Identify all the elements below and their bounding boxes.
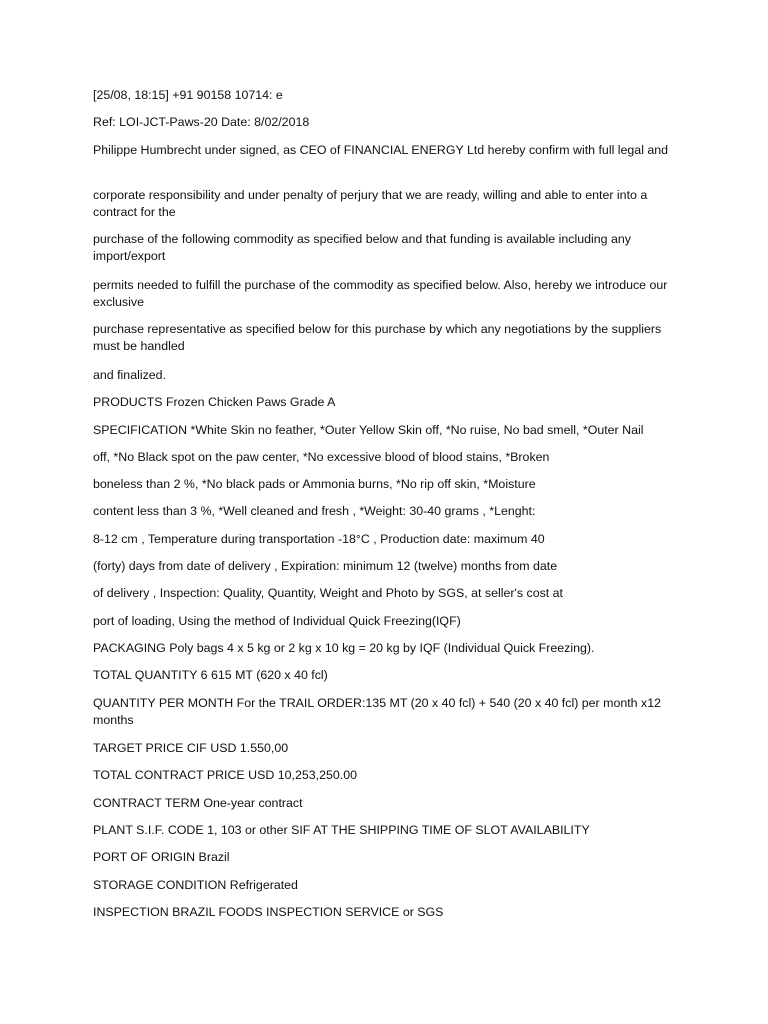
specification-line-8: port of loading, Using the method of Individual Quick Freezing(IQF) [93, 614, 461, 628]
products-line: PRODUCTS Frozen Chicken Paws Grade A [93, 395, 336, 409]
specification-line-4: content less than 3 %, *Well cleaned and fresh , *Weight: 30-40 grams , *Lenght: [93, 504, 536, 518]
plant-code-line: PLANT S.I.F. CODE 1, 103 or other SIF AT THE SHIPPING TIME OF SLOT AVAILABILITY [93, 823, 590, 837]
intro-paragraph-3: purchase of the following commodity as specified below and that funding is available including any import/export [93, 232, 631, 263]
specification-line-5: 8-12 cm , Temperature during transportation -18°C , Production date: maximum 40 [93, 532, 545, 546]
target-price-line: TARGET PRICE CIF USD 1.550,00 [93, 741, 289, 755]
packaging-line: PACKAGING Poly bags 4 x 5 kg or 2 kg x 10 kg = 20 kg by IQF (Individual Quick Freezing). [93, 641, 595, 655]
specification-line-2: off, *No Black spot on the paw center, *No excessive blood of blood stains, *Broken [93, 450, 550, 464]
intro-paragraph-2: corporate responsibility and under penalty of perjury that we are ready, willing and able to enter into a contract for the [93, 188, 648, 219]
intro-paragraph-5: purchase representative as specified below for this purchase by which any negotiations by the suppliers must be handled [93, 322, 662, 353]
specification-line-3: boneless than 2 %, *No black pads or Ammonia burns, *No rip off skin, *Moisture [93, 477, 536, 491]
storage-condition-line: STORAGE CONDITION Refrigerated [93, 878, 298, 892]
reference-line: Ref: LOI-JCT-Paws-20 Date: 8/02/2018 [93, 115, 310, 129]
specification-line-1: SPECIFICATION *White Skin no feather, *Outer Yellow Skin off, *No ruise, No bad smell, *Outer Nail [93, 423, 644, 437]
message-header: [25/08, 18:15] +91 90158 10714: e [93, 88, 283, 102]
total-quantity-line: TOTAL QUANTITY 6 615 MT (620 x 40 fcl) [93, 668, 328, 682]
port-of-origin-line: PORT OF ORIGIN Brazil [93, 850, 230, 864]
specification-line-7: of delivery , Inspection: Quality, Quantity, Weight and Photo by SGS, at seller's cost at [93, 586, 563, 600]
intro-paragraph-6: and finalized. [93, 368, 167, 382]
intro-paragraph-4: permits needed to fulfill the purchase of the commodity as specified below. Also, hereby we introduce our exclusive [93, 278, 668, 309]
total-contract-price-line: TOTAL CONTRACT PRICE USD 10,253,250.00 [93, 768, 357, 782]
contract-term-line: CONTRACT TERM One-year contract [93, 796, 303, 810]
inspection-line: INSPECTION BRAZIL FOODS INSPECTION SERVICE or SGS [93, 905, 444, 919]
intro-paragraph-1: Philippe Humbrecht under signed, as CEO of FINANCIAL ENERGY Ltd hereby confirm with full legal and [93, 143, 669, 157]
specification-line-6: (forty) days from date of delivery , Expiration: minimum 12 (twelve) months from date [93, 559, 558, 573]
quantity-per-month-line: QUANTITY PER MONTH For the TRAIL ORDER:135 MT (20 x 40 fcl) + 540 (20 x 40 fcl) per month x12 months [93, 696, 661, 727]
